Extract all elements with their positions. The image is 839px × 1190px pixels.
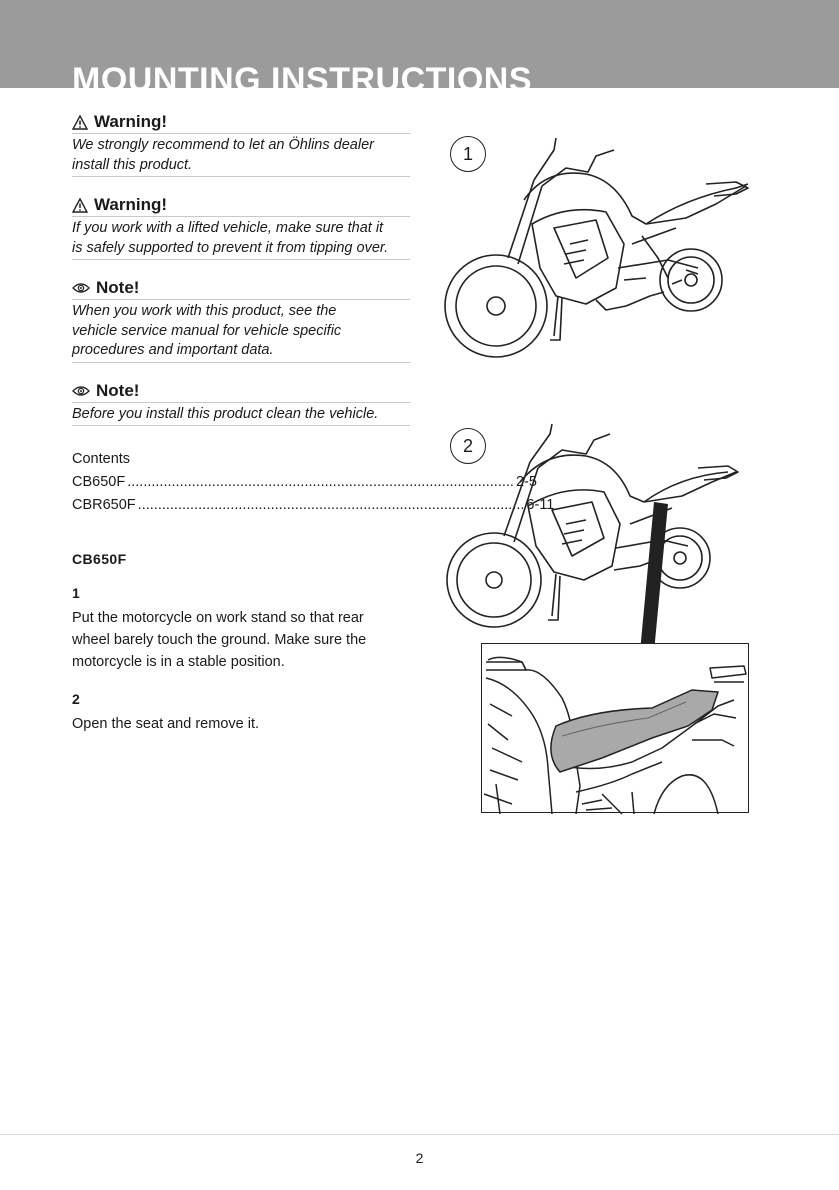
header-band — [0, 0, 839, 99]
notice-text: We strongly recommend to let an Öhlins dealer install this product. — [72, 134, 410, 177]
step-number: 2 — [72, 691, 80, 707]
motorcycle-illustration — [436, 420, 756, 648]
notice-text: When you work with this product, see the vehicle service manual for vehicle specific procedures and important data. — [72, 300, 410, 363]
warning-triangle-icon — [72, 115, 88, 130]
page-title: MOUNTING INSTRUCTIONS — [72, 61, 533, 99]
warning-notice — [72, 112, 410, 177]
section-heading: CB650F — [72, 551, 127, 567]
toc-entry: CB650F ................................................................................................ 2-5 — [72, 474, 537, 490]
figure-number: 1 — [450, 136, 486, 172]
table-of-contents — [72, 448, 555, 517]
contents-title: Contents — [72, 451, 131, 467]
warning-notice — [72, 195, 410, 260]
note-notice — [72, 381, 410, 427]
seat-detail-inset — [481, 643, 749, 813]
figure-number: 2 — [450, 428, 486, 464]
instructions-column — [72, 112, 555, 735]
notice-title: Warning! — [94, 112, 168, 131]
footer-divider — [0, 1134, 839, 1135]
step-text: Open the seat and remove it. — [72, 716, 259, 732]
step-number: 1 — [72, 585, 80, 601]
notice-title: Note! — [96, 278, 140, 297]
figure-1 — [436, 128, 756, 358]
notice-title: Warning! — [94, 195, 168, 214]
notice-text: If you work with a lifted vehicle, make sure that it is safely supported to prevent it from tipping over. — [72, 217, 410, 260]
warning-triangle-icon — [72, 198, 88, 213]
step-text: Put the motorcycle on work stand so that rear wheel barely touch the ground. Make sure the motorcycle is in a stable position. — [72, 610, 367, 670]
note-notice — [72, 278, 410, 363]
figure-2 — [436, 420, 756, 648]
eye-icon — [72, 385, 90, 397]
page-number: 2 — [415, 1150, 424, 1166]
notice-text: Before you install this product clean the vehicle. — [72, 403, 410, 427]
seat-detail-illustration — [482, 644, 750, 814]
notice-title: Note! — [96, 380, 140, 400]
eye-icon — [72, 282, 90, 294]
toc-entry: CBR650F ................................................................................................ 6-11 — [72, 497, 555, 513]
motorcycle-illustration — [436, 128, 756, 358]
